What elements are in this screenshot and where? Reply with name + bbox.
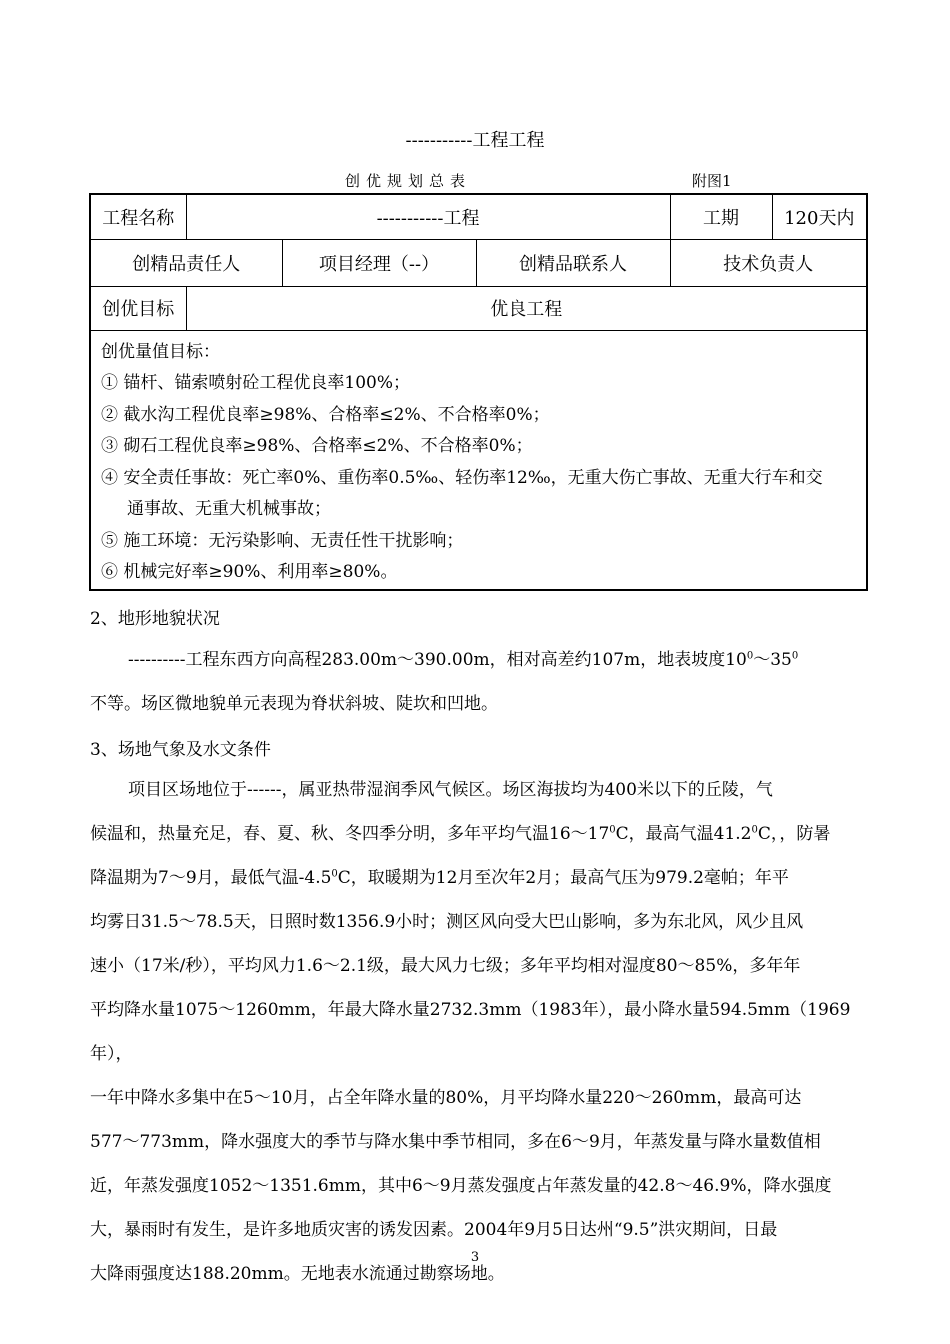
project-manager-cell: 项目经理（--） [282,239,476,286]
quant-goal-item: ④ 安全责任事故：死亡率0%、重伤率0.5‰、轻伤率12‰，无重大伤亡事故、无重大行车和交 [101,467,823,488]
superscript: 0 [609,824,616,836]
table-row [90,286,867,330]
quant-goal-item: ② 截水沟工程优良率≥98%、合格率≤2%、不合格率0%； [101,404,550,425]
excellence-plan-table [89,193,868,591]
superscript: 0 [331,868,338,880]
text-run: ～35 [753,650,792,670]
section-3-line: 577～773mm，降水强度大的季节与降水集中季节相同，多在6～9月，年蒸发量与降水量数值相 [90,1132,821,1152]
section-3-line: 大，暴雨时有发生，是许多地质灾害的诱发因素。2004年9月5日达州“9.5”洪灾期间，日最 [90,1220,778,1240]
goal-label: 创优目标 [90,286,186,330]
section-3-line: 近，年蒸发强度1052～1351.6mm，其中6～9月蒸发强度占年蒸发量的42.8～46.9%，降水强度 [90,1176,832,1196]
section-2-heading: 2、地形地貌状况 [90,609,220,629]
section-3-line: 一年中降水多集中在5～10月，占全年降水量的80%，月平均降水量220～260mm，最高可达 [90,1088,802,1108]
document-title: -----------工程工程 [405,130,545,151]
section-3-line: 速小（17米/秒），平均风力1.6～2.1级，最大风力七级；多年平均相对湿度80～85%，多年年 [90,956,801,976]
section-3-line: 平均降水量1075～1260mm，年最大降水量2732.3mm（1983年），最小降水量594.5mm（1969年）， [90,1000,851,1064]
text-run: C，，防暑 [757,824,831,844]
attachment-label: 附图1 [692,172,732,190]
quant-goal-item: 通事故、无重大机械事故； [127,499,331,519]
quant-goal-item: ⑤ 施工环境：无污染影响、无责任性干扰影响； [101,530,464,551]
quantitative-goals-cell [90,330,867,590]
goal-value: 优良工程 [186,286,867,330]
section-2-line [90,638,870,682]
table-row [90,194,867,239]
duration-label: 工期 [670,194,772,239]
section-3-heading: 3、场地气象及水文条件 [90,740,271,760]
section-3-line: 项目区场地位于------，属亚热带湿润季风气候区。场区海拔均为400米以下的丘陵，气 [128,780,773,800]
section-2-body [90,638,870,726]
quant-goals-title: 创优量值目标： [101,341,220,362]
superscript: 0 [791,650,799,662]
table-subtitle: 创优规划总表 [345,172,472,190]
text-run: 候温和，热量充足，春、夏、秋、冬四季分明，多年平均气温16～17 [90,824,610,844]
quant-goal-item: ⑥ 机械完好率≥90%、利用率≥80%。 [101,562,398,582]
project-name-label: 工程名称 [90,194,186,239]
section-3-line [90,856,870,900]
text-run: C，取暖期为12月至次年2月；最高气压为979.2毫帕；年平 [337,868,789,888]
section-3-line [90,812,870,856]
duration-value: 120天内 [772,194,867,239]
responsible-person-cell: 创精品责任人 [90,239,282,286]
section-2-line: 不等。场区微地貌单元表现为脊状斜坡、陡坎和凹地。 [90,694,498,714]
contact-person-cell: 创精品联系人 [476,239,670,286]
text-run: C，最高气温41.2 [615,824,752,844]
superscript: 0 [751,824,758,836]
technical-lead-cell: 技术负责人 [670,239,867,286]
section-3-line: 大降雨强度达188.20mm。无地表水流通过勘察场地。 [90,1264,505,1284]
section-3-body [90,768,870,1296]
table-row [90,330,867,590]
quant-goal-item: ③ 砌石工程优良率≥98%、合格率≤2%、不合格率0%； [101,436,533,456]
page-number: 3 [470,1250,480,1265]
project-name-value: -----------工程 [186,194,670,239]
superscript: 0 [746,650,754,662]
table-row [90,239,867,286]
section-3-line: 均雾日31.5～78.5天，日照时数1356.9小时；测区风向受大巴山影响，多为东北风，风少且风 [90,912,804,932]
quant-goal-item: ① 锚杆、锚索喷射砼工程优良率100%； [101,373,411,393]
text-run: ----------工程东西方向高程283.00m～390.00m，相对高差约107m，地表坡度10 [128,650,747,670]
text-run: 降温期为7～9月，最低气温-4.5 [90,868,332,888]
